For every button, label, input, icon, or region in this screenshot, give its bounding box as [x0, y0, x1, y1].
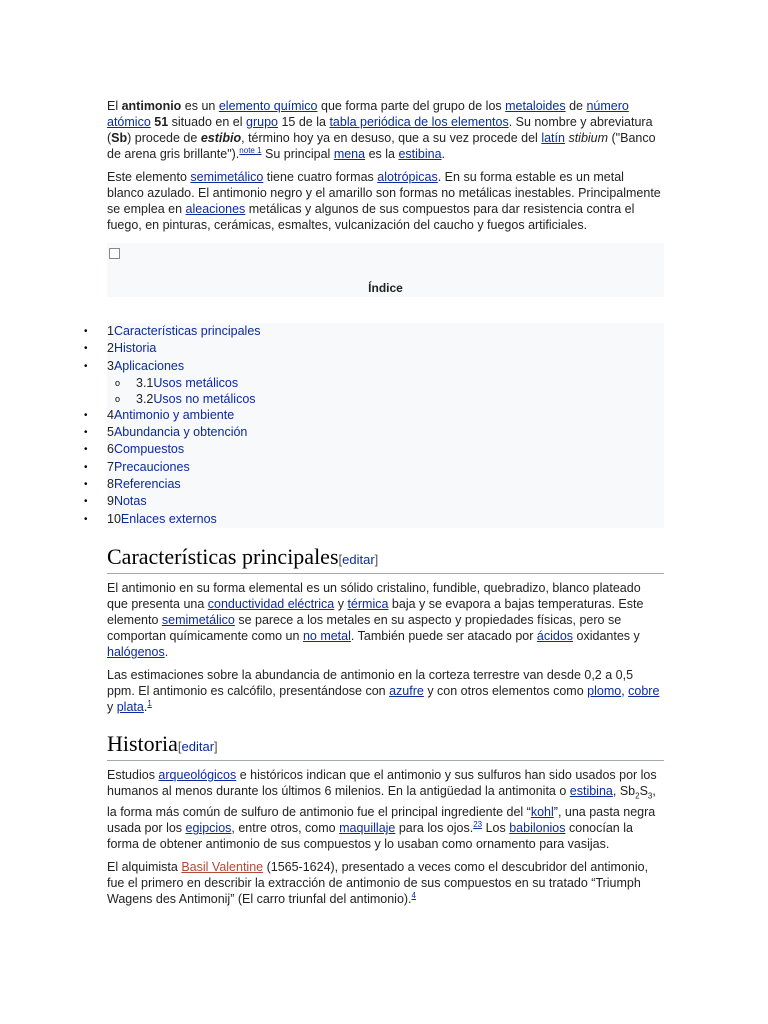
- toc-link-enlaces-externos[interactable]: Enlaces externos: [120, 511, 217, 526]
- toc-toggle-checkbox[interactable]: [109, 248, 120, 259]
- link-semimetalico[interactable]: semimetálico: [190, 170, 264, 184]
- link-semimetalico[interactable]: semimetálico: [161, 612, 235, 627]
- bullet-icon: •: [84, 427, 88, 439]
- italic-text: stibium: [568, 131, 609, 145]
- link-metaloides[interactable]: metaloides: [505, 99, 566, 113]
- section-heading-caracteristicas: [107, 544, 664, 574]
- toc-link-precauciones[interactable]: Precauciones: [113, 459, 190, 474]
- edit-section: [editar]: [177, 738, 218, 754]
- link-termica[interactable]: térmica: [347, 596, 389, 611]
- bullet-icon: •: [84, 343, 88, 355]
- toc-item-usos-no-metalicos: [107, 391, 664, 407]
- bold-italic-text: estibio: [200, 131, 242, 145]
- text: metálicas y algunos de sus compuestos para dar resistencia contra el fuego, en pinturas, cerámicas, esmaltes, vulcanización del caucho y fuegos artificiales.: [107, 202, 635, 232]
- toc-link-caracteristicas-principales[interactable]: Características principales: [113, 324, 261, 338]
- text: e históricos indican que el antimonio y sus sulfuros han sido usados por los humanos al menos durante los últimos 6 milenios. En la antigüedad la antimonita o: [107, 767, 657, 798]
- historia-paragraph-1: [107, 767, 664, 853]
- link-azufre[interactable]: azufre: [389, 683, 424, 698]
- bullet-icon: •: [84, 513, 88, 525]
- text: , término hoy ya en desuso, que a su vez procede del: [241, 131, 542, 145]
- toc-number: 6: [107, 442, 114, 457]
- toc-link-aplicaciones[interactable]: Aplicaciones: [113, 358, 185, 373]
- link-grupo[interactable]: grupo: [246, 115, 278, 129]
- intro-paragraph-1: [107, 98, 664, 162]
- edit-section-link[interactable]: editar: [342, 551, 375, 567]
- text: que forma parte del grupo de los: [317, 99, 506, 113]
- reference-superscript: [147, 699, 151, 708]
- link-aleaciones[interactable]: aleaciones: [185, 202, 246, 216]
- toc-number: 7: [107, 459, 114, 474]
- bullet-icon: •: [84, 496, 88, 508]
- text: El alquimista: [107, 860, 182, 875]
- text: y: [107, 699, 117, 714]
- link-plomo[interactable]: plomo: [587, 683, 622, 698]
- toc-link-historia[interactable]: Historia: [113, 341, 157, 356]
- link-numero-atomico[interactable]: número atómico: [107, 99, 629, 129]
- toc-number: 9: [107, 494, 114, 509]
- reference-link[interactable]: 4: [411, 891, 416, 901]
- link-arqueologicos[interactable]: arqueológicos: [158, 767, 237, 782]
- subscript: 2: [635, 791, 640, 801]
- circle-bullet-icon: o: [115, 377, 121, 388]
- text: Las estimaciones sobre la abundancia de antimonio en la corteza terrestre van desde 0,2 a 0,5 ppm. El antimonio es calcófilo, presentándose con: [107, 667, 634, 698]
- toc-link-compuestos[interactable]: Compuestos: [113, 442, 185, 457]
- historia-paragraph-2: [107, 859, 664, 907]
- toc-item-abundancia-y-obtencion: [84, 424, 664, 441]
- link-elemento-quimico[interactable]: elemento químico: [218, 99, 318, 113]
- text: oxidantes y: [573, 628, 640, 643]
- text: se parece a los metales en su aspecto y propiedades físicas, pero se comportan químicamente como un: [107, 612, 622, 643]
- bullet-icon: •: [84, 326, 88, 337]
- text: , Sb: [612, 783, 636, 798]
- text: , entre otros, como: [231, 821, 340, 836]
- toc-number: 5: [107, 425, 114, 440]
- toc-link-usos-no-metalicos[interactable]: Usos no metálicos: [153, 391, 256, 406]
- toc-number: 2: [107, 341, 114, 356]
- bullet-icon: •: [84, 360, 88, 372]
- text: Este elemento: [107, 170, 191, 184]
- link-maquillaje[interactable]: maquillaje: [339, 821, 396, 836]
- text: ”, una pasta negra usada por los: [107, 805, 656, 836]
- text: ) procede de: [127, 131, 201, 145]
- text: ("Banco de arena gris brillante").: [107, 131, 656, 161]
- bold-text: Sb: [111, 131, 128, 145]
- text: . También puede ser atacado por: [350, 628, 537, 643]
- text: de: [565, 99, 587, 113]
- toc-link-antimonio-y-ambiente[interactable]: Antimonio y ambiente: [113, 407, 235, 422]
- intro-paragraph-2: [107, 169, 664, 233]
- bullet-icon: •: [84, 409, 88, 421]
- toc-title: Índice: [368, 281, 403, 295]
- toc-item-aplicaciones: [84, 358, 664, 375]
- bullet-icon: •: [84, 479, 88, 491]
- text: para los ojos.: [395, 821, 474, 836]
- edit-section-link[interactable]: editar: [181, 738, 215, 754]
- reference-superscript: [473, 820, 482, 829]
- link-cobre[interactable]: cobre: [628, 683, 660, 698]
- link-basil-valentine[interactable]: Basil Valentine: [181, 860, 264, 875]
- text: y con otros elementos como: [423, 683, 588, 698]
- bullet-icon: •: [84, 461, 88, 473]
- toc-link-abundancia-y-obtencion[interactable]: Abundancia y obtención: [113, 425, 248, 440]
- toc-link-notas[interactable]: Notas: [113, 494, 147, 509]
- text: . Su nombre y abreviatura (: [107, 115, 653, 145]
- text: .: [441, 147, 446, 161]
- toc-link-referencias[interactable]: Referencias: [113, 477, 181, 492]
- toc-item-antimonio-y-ambiente: [84, 407, 664, 424]
- link-estibina[interactable]: estibina: [398, 147, 442, 161]
- link-mena[interactable]: mena: [333, 147, 366, 161]
- text: tiene cuatro formas: [263, 170, 378, 184]
- text: ,: [621, 683, 629, 698]
- toc-list: [84, 323, 664, 528]
- text: .: [143, 699, 148, 714]
- bold-text: 51: [154, 115, 169, 129]
- toc-number: 4: [107, 407, 114, 422]
- text: Los: [482, 821, 510, 836]
- reference-superscript: [239, 146, 261, 155]
- reference-link[interactable]: 1: [147, 698, 152, 708]
- text: 15 de la: [278, 115, 330, 129]
- toc-number: 3.1: [136, 375, 154, 390]
- text: es la: [365, 147, 399, 161]
- text: El antimonio en su forma elemental es un sólido cristalino, fundible, quebradizo, blanco plateado que presenta una: [107, 580, 641, 611]
- caracteristicas-paragraph-2: [107, 667, 664, 715]
- reference-link[interactable]: note 1: [239, 145, 262, 155]
- toc-item-enlaces-externos: [84, 511, 664, 528]
- bullet-icon: •: [84, 444, 88, 456]
- link-no-metal[interactable]: no metal: [302, 628, 351, 643]
- link-latin[interactable]: latín: [541, 131, 565, 145]
- link-babilonios[interactable]: babilonios: [509, 821, 566, 836]
- toc-item-notas: [84, 493, 664, 510]
- toc-item-referencias: [84, 476, 664, 493]
- text: baja y se evapora a bajas temperaturas. Este elemento: [107, 596, 644, 627]
- toc-item-historia: [84, 340, 664, 357]
- toc-number: 8: [107, 477, 114, 492]
- link-acidos[interactable]: ácidos: [536, 628, 574, 643]
- toc-number: 10: [107, 511, 121, 526]
- link-alotropicas[interactable]: alotrópicas: [377, 170, 438, 184]
- circle-bullet-icon: o: [115, 393, 121, 404]
- toc-item-compuestos: [84, 441, 664, 458]
- section-title: Características principales: [107, 543, 339, 569]
- toc-number: 3.2: [136, 391, 154, 406]
- bold-text: antimonio: [121, 99, 182, 113]
- toc-number: 1: [107, 324, 114, 338]
- text: conocían la forma de obtener antimonio de sus compuestos y lo usaban como ornamento para vasijas.: [107, 821, 633, 852]
- text: Su principal: [261, 147, 334, 161]
- text: .: [164, 644, 169, 659]
- text: es un: [181, 99, 219, 113]
- text: Estudios: [107, 767, 159, 782]
- toc-item-usos-metalicos: [107, 375, 664, 391]
- text: S: [639, 783, 648, 798]
- toc-item-caracteristicas-principales: [84, 323, 664, 340]
- link-tabla-periodica-de-los-elementos[interactable]: tabla periódica de los elementos: [329, 115, 509, 129]
- reference-link[interactable]: 23: [473, 820, 483, 830]
- reference-superscript: [412, 891, 416, 900]
- section-title: Historia: [107, 730, 178, 756]
- text: El: [107, 99, 122, 113]
- section-heading-historia: [107, 731, 664, 761]
- text: y: [334, 596, 348, 611]
- subscript: 3: [647, 791, 653, 801]
- link-estibina[interactable]: estibina: [569, 783, 613, 798]
- toc-link-usos-metalicos[interactable]: Usos metálicos: [153, 375, 239, 390]
- toc-number: 3: [107, 358, 114, 373]
- toc-header: [107, 243, 664, 297]
- article-sections: [107, 544, 664, 908]
- link-halogenos[interactable]: halógenos: [107, 644, 165, 659]
- edit-section: [editar]: [338, 551, 379, 567]
- text: , la forma más común de sulfuro de antimonio fue el principal ingrediente del “: [107, 783, 656, 820]
- text: situado en el: [168, 115, 247, 129]
- link-egipcios[interactable]: egipcios: [185, 821, 232, 836]
- toc-spacer: [107, 297, 664, 323]
- toc-item-precauciones: [84, 459, 664, 476]
- article: [84, 98, 664, 914]
- text: . En su forma estable es un metal blanco azulado. El antimonio negro y el amarillo son formas no metálicas inestables. Principalmente se emplea en: [107, 170, 661, 216]
- link-conductividad-electrica[interactable]: conductividad eléctrica: [207, 596, 335, 611]
- link-plata[interactable]: plata: [116, 699, 144, 714]
- caracteristicas-paragraph-1: [107, 580, 664, 660]
- text: (1565-1624), presentado a veces como el descubridor del antimonio, fue el primero en describir la extracción de antimonio de sus compuestos en su tratado “Triumph Wagens des Antimonij” (El carro triunfal del antimonio).: [107, 860, 649, 907]
- link-kohl[interactable]: kohl: [530, 805, 554, 820]
- table-of-contents: [84, 243, 664, 528]
